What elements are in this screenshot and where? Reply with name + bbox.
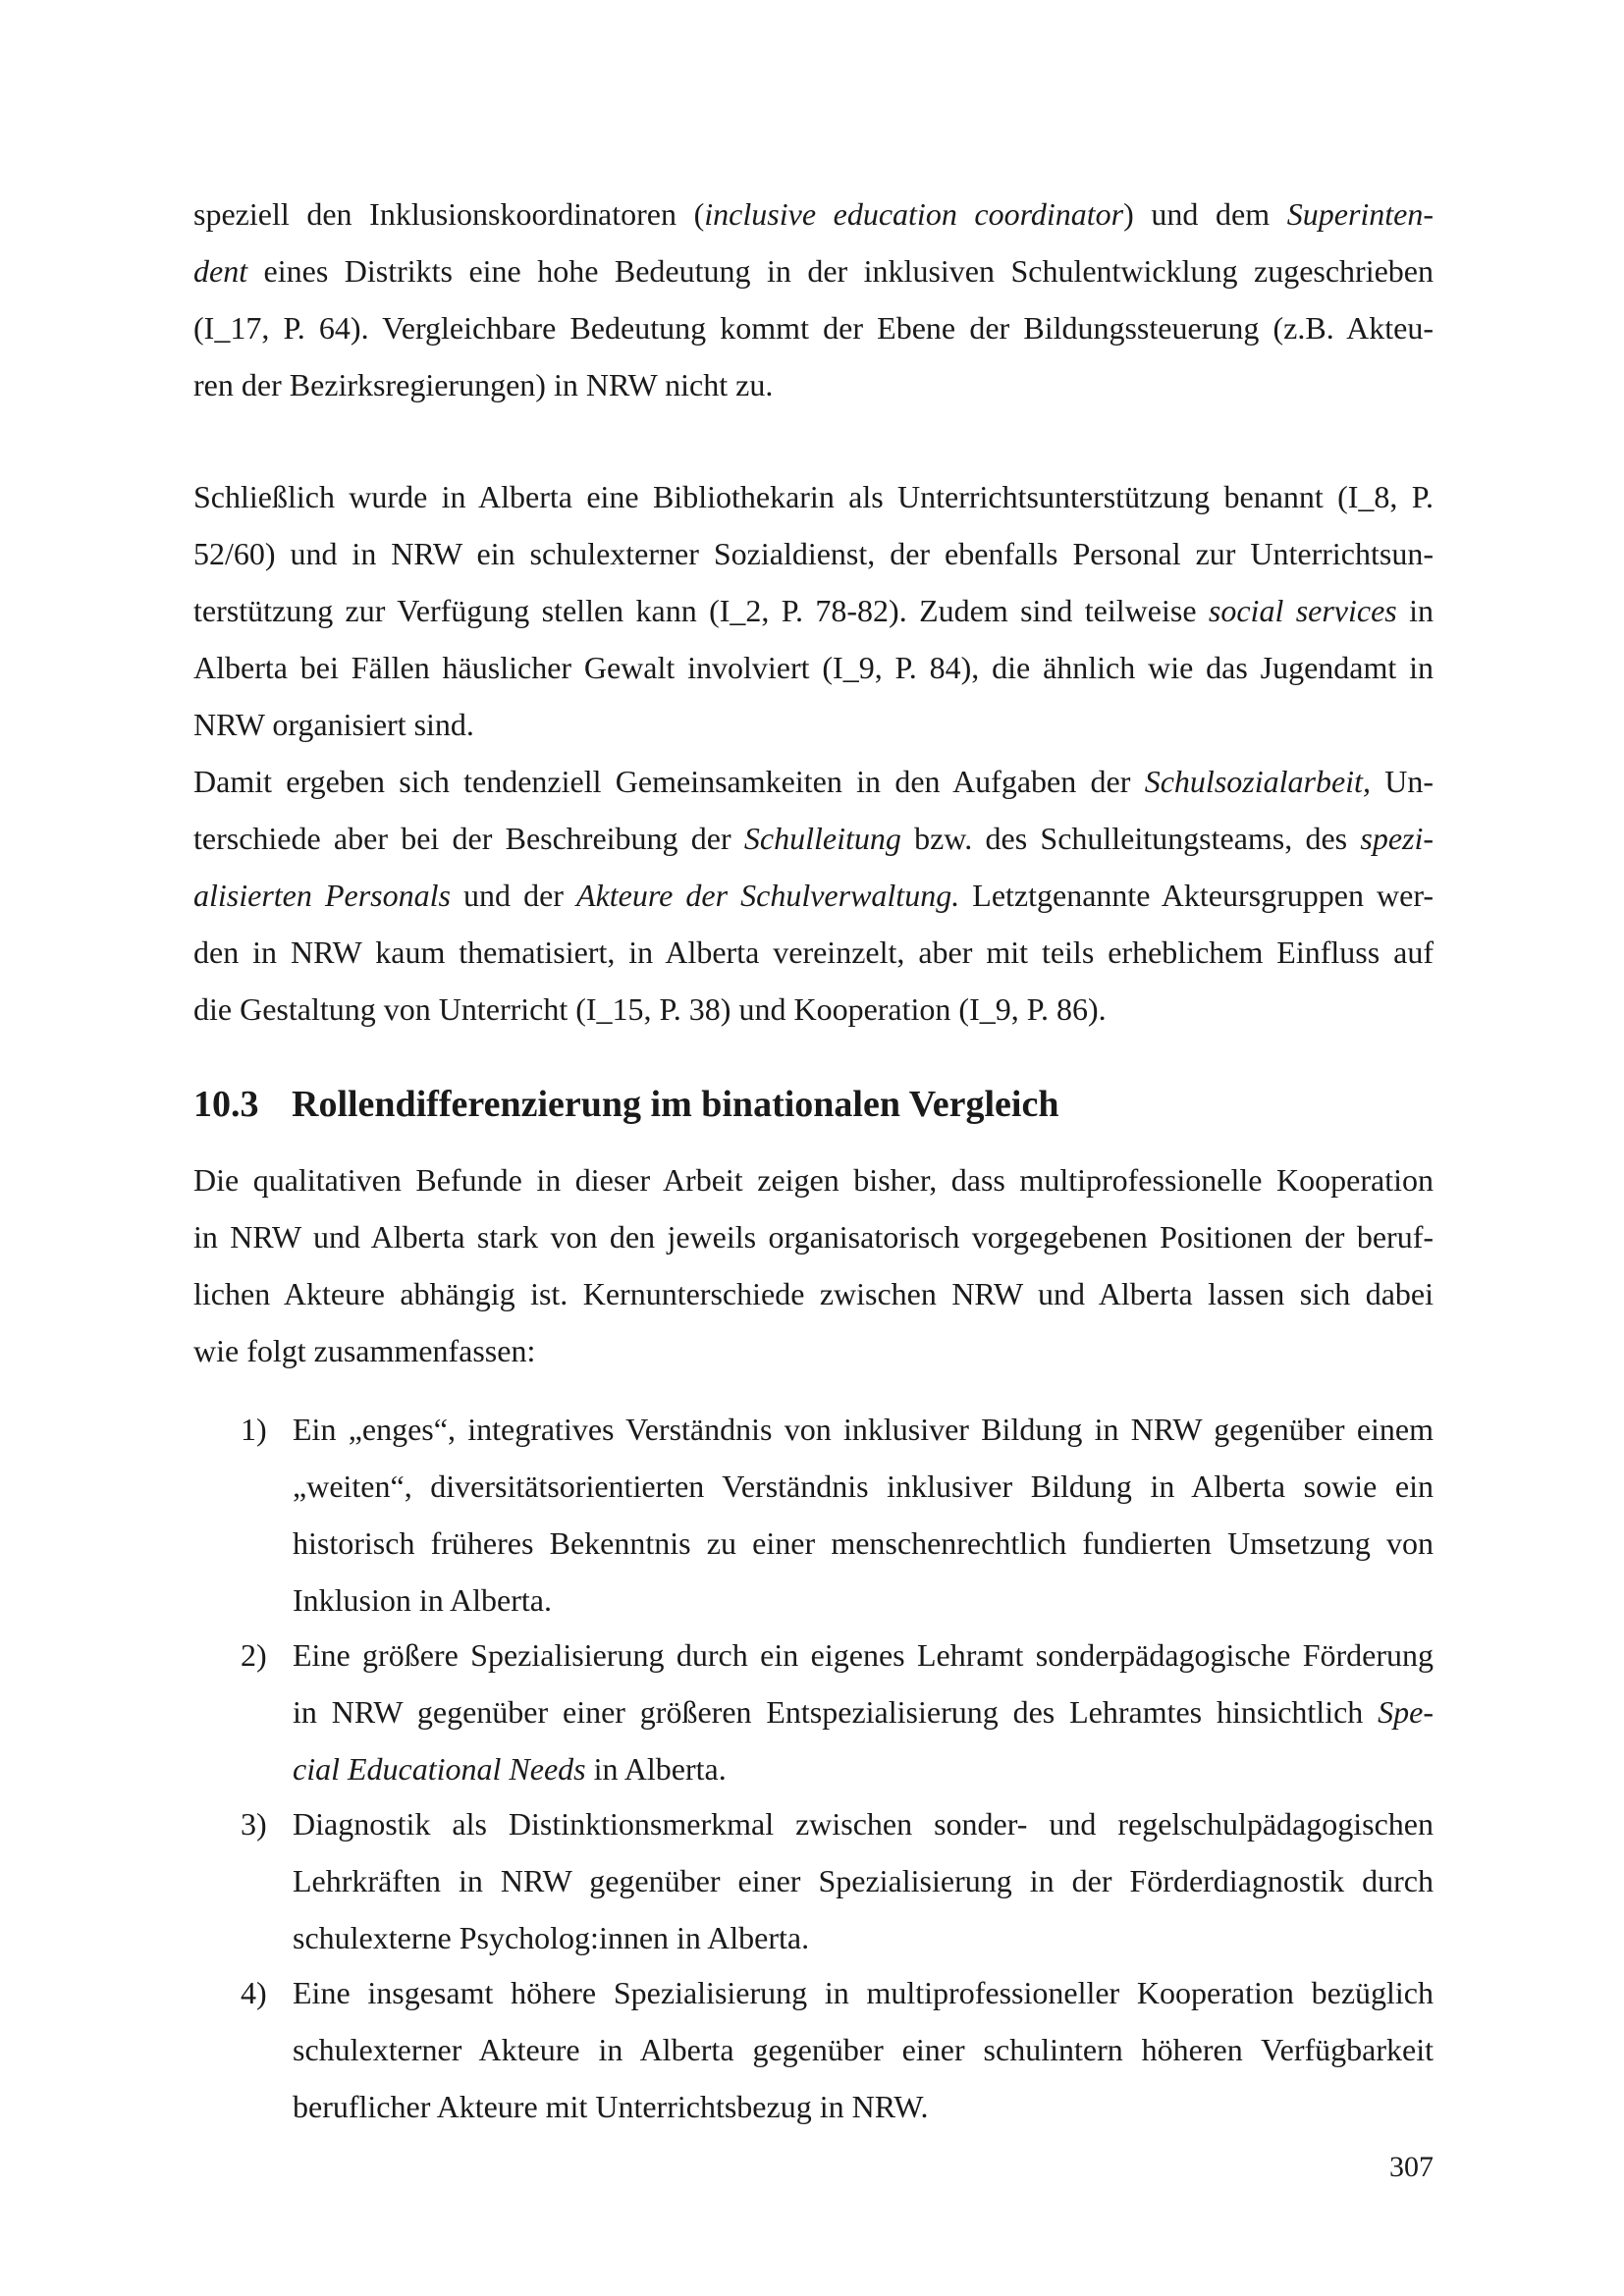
italic-term: inclusive education coordinator [704,196,1124,232]
italic-term: cial Educational Needs [293,1751,586,1787]
list-line: Diagnostik als Distinktionsmerkmal zwischen sonder- und regelschulpädagogischen [293,1806,1434,1842]
list-line: Eine insgesamt höhere Spezialisierung in multiprofessioneller Kooperation bezüglich [293,1975,1434,2010]
italic-term: dent [193,253,248,289]
list-line [293,1749,1434,1789]
list-number: 2) [241,1637,267,1673]
italic-term: spezi- [1360,821,1435,856]
italic-term: alisierten Personals [193,878,451,913]
text-line: 52/60) und in NRW ein schulexterner Sozialdienst, der ebenfalls Personal zur Unterrichtsun- [193,536,1434,571]
list-number: 3) [241,1806,267,1842]
text-line [193,194,1434,234]
text-run: Un- [1370,764,1435,799]
list-line: „weiten“, diversitätsorientierten Verständnis inklusiver Bildung in Alberta sowie ein [293,1468,1434,1504]
text-run: Damit ergeben sich tendenziell Gemeinsamkeiten in den Aufgaben der [193,764,1145,799]
list-number: 1) [241,1412,267,1447]
list-number: 4) [241,1975,267,2010]
text-line: die Gestaltung von Unterricht (I_15, P. 38) und Kooperation (I_9, P. 86). [193,991,1107,1027]
italic-term: Akteure der Schulverwaltung. [576,878,960,913]
text-run: in NRW gegenüber einer größeren Entspezialisierung des Lehramtes hinsichtlich [293,1694,1379,1730]
text-line: wie folgt zusammenfassen: [193,1333,536,1368]
text-run: ) und dem [1123,196,1287,232]
list-line [293,1692,1434,1732]
text-run: in [1396,593,1435,628]
italic-term: Schulleitung [743,821,901,856]
text-line [193,591,1434,630]
text-line [193,876,1434,915]
text-run: und der [450,878,577,913]
italic-term: social services [1208,593,1397,628]
text-run: in Alberta. [585,1751,727,1787]
text-line: ren der Bezirksregierungen) in NRW nicht zu. [193,367,774,402]
text-run: bzw. des Schulleitungsteams, des [900,821,1361,856]
text-line [193,762,1434,801]
list-line: Lehrkräften in NRW gegenüber einer Spezialisierung in der Förderdiagnostik durch [293,1863,1434,1898]
text-line: Alberta bei Fällen häuslicher Gewalt involviert (I_9, P. 84), die ähnlich wie das Jugendamt in [193,650,1434,685]
page-number: 307 [1389,2151,1434,2183]
section-number: 10.3 [193,1084,259,1125]
list-line: Eine größere Spezialisierung durch ein eigenes Lehramt sonderpädagogische Förderung [293,1637,1434,1673]
text-line: Schließlich wurde in Alberta eine Bibliothekarin als Unterrichtsunterstützung benannt (I_8, P. [193,479,1434,514]
text-run: terstützung zur Verfügung stellen kann (I_2, P. 78-82). Zudem sind teilweise [193,593,1209,628]
list-line: Ein „enges“, integratives Verständnis von inklusiver Bildung in NRW gegenüber einem [293,1412,1434,1447]
text-line: in NRW und Alberta stark von den jeweils organisatorisch vorgegebenen Positionen der beruf- [193,1219,1434,1255]
text-line [193,819,1434,858]
text-run: terschiede aber bei der Beschreibung der [193,821,744,856]
italic-term: Schulsozialarbeit, [1144,764,1371,799]
list-line: schulexterner Akteure in Alberta gegenüber einer schulintern höheren Verfügbarkeit [293,2032,1434,2067]
text-line: den in NRW kaum thematisiert, in Alberta vereinzelt, aber mit teils erheblichem Einfluss auf [193,934,1434,970]
text-line [193,251,1434,291]
text-run: Letztgenannte Akteursgruppen wer- [959,878,1435,913]
text-run: eines Distrikts eine hohe Bedeutung in der inklusiven Schulentwicklung zugeschrieben [247,253,1434,289]
section-title: Rollendifferenzierung im binationalen Vergleich [292,1084,1059,1125]
list-line: historisch früheres Bekenntnis zu einer menschenrechtlich fundierten Umsetzung von [293,1525,1434,1561]
text-line: Die qualitativen Befunde in dieser Arbeit zeigen bisher, dass multiprofessionelle Kooperation [193,1162,1434,1198]
text-run: speziell den Inklusionskoordinatoren ( [193,196,705,232]
list-line: schulexterne Psycholog:innen in Alberta. [293,1920,810,1955]
text-line: NRW organisiert sind. [193,707,474,742]
text-line: (I_17, P. 64). Vergleichbare Bedeutung kommt der Ebene der Bildungssteuerung (z.B. Akteu- [193,310,1434,346]
text-line: lichen Akteure abhängig ist. Kernunterschiede zwischen NRW und Alberta lassen sich dabei [193,1276,1434,1311]
section-heading [193,1081,1058,1128]
italic-term: Spe- [1378,1694,1434,1730]
italic-term: Superinten- [1286,196,1435,232]
list-line: beruflicher Akteure mit Unterrichtsbezug in NRW. [293,2089,929,2124]
list-line: Inklusion in Alberta. [293,1582,552,1618]
